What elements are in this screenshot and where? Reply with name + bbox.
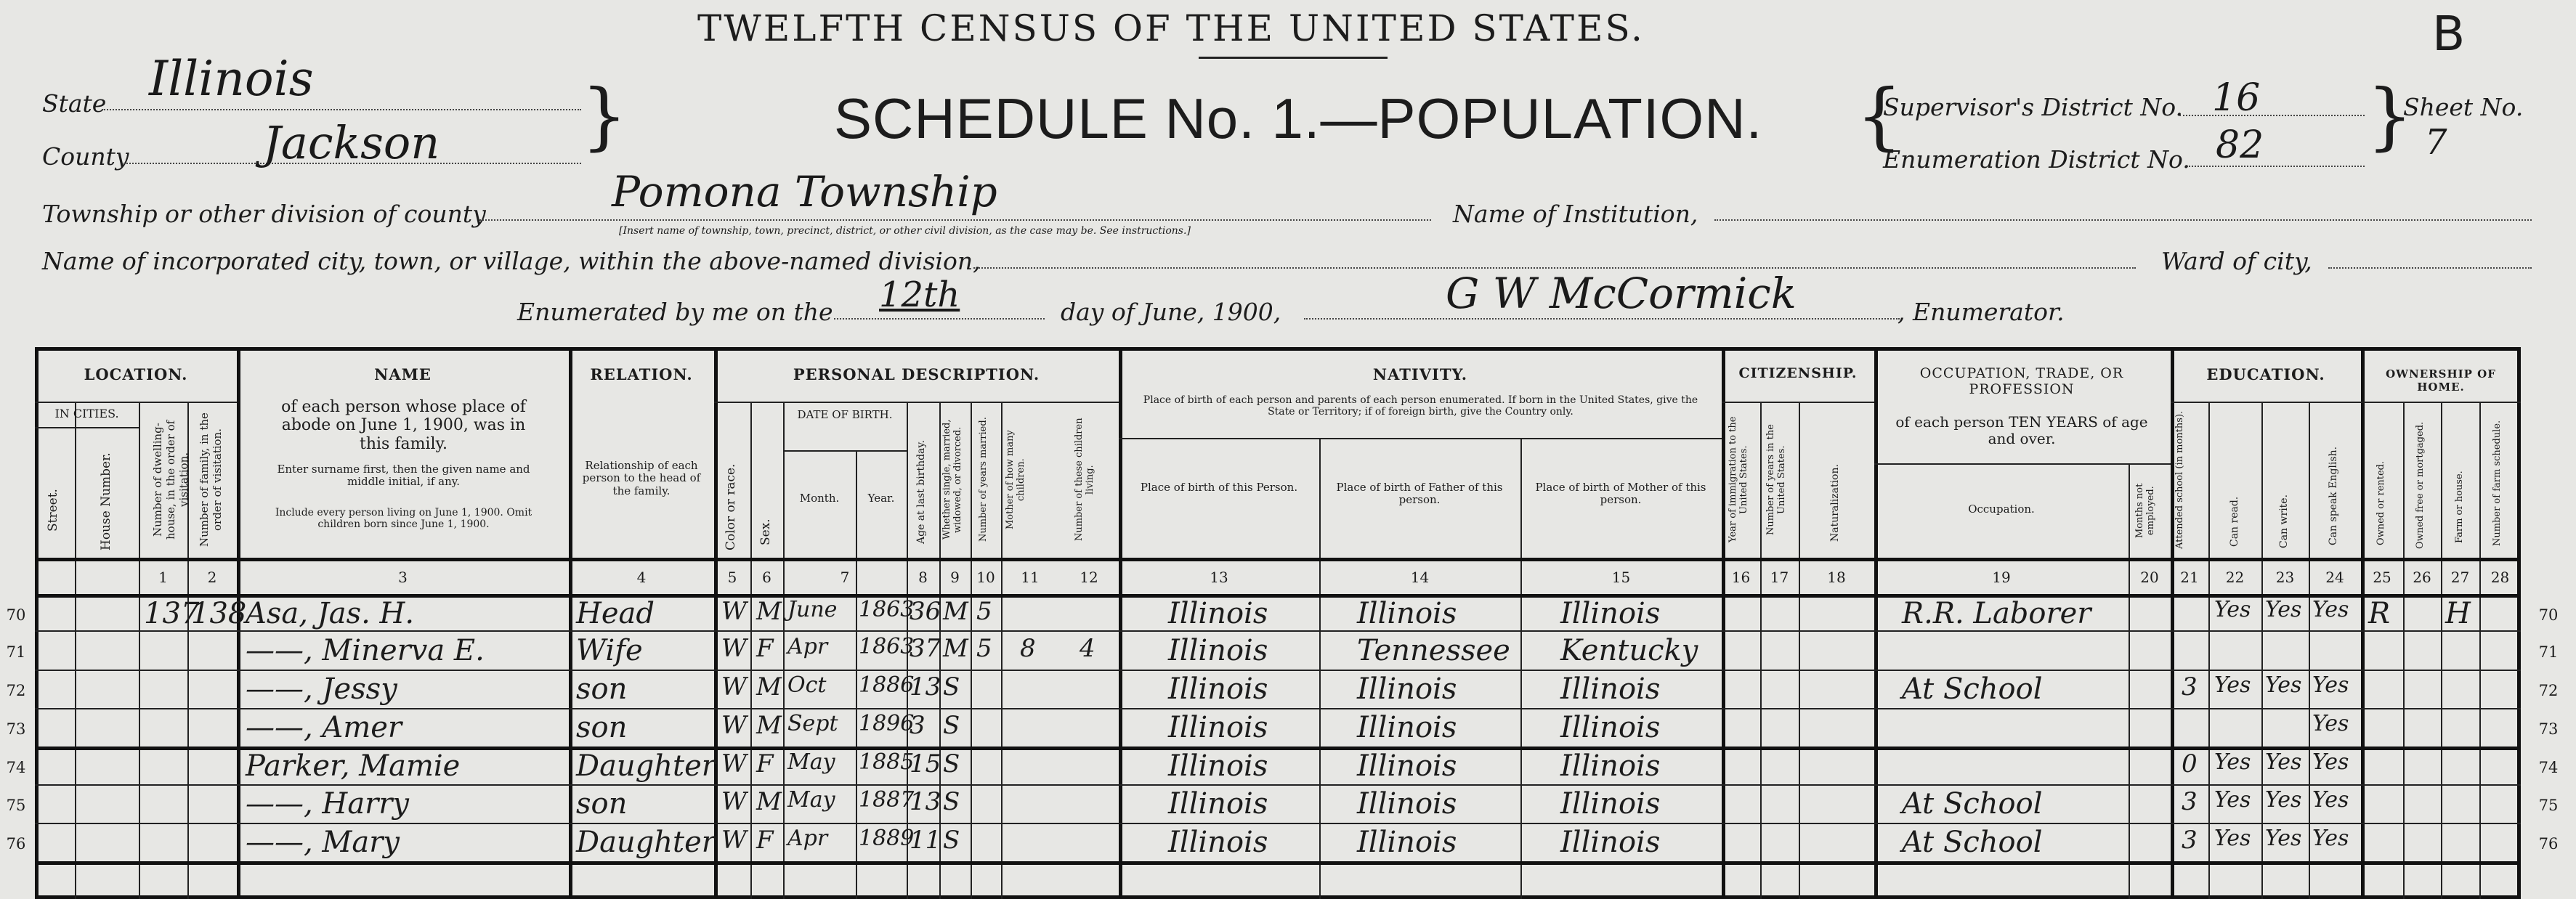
- enumerated-day-line: [834, 318, 1045, 320]
- children-living-header: Number of these children living.: [1074, 418, 1095, 542]
- marital-cell: S: [943, 749, 960, 778]
- father-birth-cell: Tennessee: [1357, 634, 1510, 667]
- marital-cell: S: [943, 711, 960, 740]
- row-rule: [35, 784, 2521, 786]
- row-rule: [35, 708, 2521, 709]
- sheet-value: 7: [2425, 122, 2447, 163]
- line-number-right: 75: [2538, 797, 2559, 814]
- in-cities-header: IN CITIES.: [54, 407, 119, 420]
- column-number: 27: [2450, 569, 2470, 586]
- birth-person-header: Place of birth of this Person.: [1140, 481, 1298, 494]
- marital-cell: M: [943, 597, 968, 626]
- birth-month-cell: Sept: [787, 711, 838, 736]
- col-rule: [2403, 402, 2405, 899]
- relation-cell: Wife: [576, 634, 643, 667]
- age-cell: 37: [910, 634, 941, 663]
- institution-label: Name of Institution,: [1453, 200, 1698, 228]
- birth-year-cell: 1896: [859, 711, 915, 736]
- relation-cell: Head: [576, 597, 655, 630]
- ward-label: Ward of city,: [2161, 247, 2312, 275]
- can-read-cell: Yes: [2214, 749, 2251, 775]
- school-months-cell: 3: [2182, 826, 2198, 855]
- township-line: [479, 219, 1431, 221]
- name-cell: ——, Harry: [246, 787, 409, 821]
- speaks-english-cell: Yes: [2312, 672, 2349, 698]
- col-rule: [2479, 402, 2481, 899]
- family-cell: 138: [191, 597, 247, 630]
- right-brace-open: {: [1856, 73, 1903, 158]
- col-rule: [2441, 402, 2442, 899]
- col-rule: [1722, 347, 1725, 899]
- column-number: 18: [1827, 569, 1846, 586]
- column-number: 25: [2373, 569, 2391, 586]
- line-number-right: 74: [2538, 759, 2559, 776]
- col-rule: [971, 402, 972, 899]
- township-label: Township or other division of county: [42, 200, 486, 228]
- birth-place-cell: Illinois: [1168, 597, 1268, 630]
- col-rule: [1119, 347, 1122, 899]
- col-rule: [2361, 347, 2365, 899]
- supervisor-value: 16: [2212, 76, 2261, 120]
- sex-cell: M: [756, 711, 782, 740]
- age-header: Age at last birthday.: [915, 440, 927, 545]
- column-number: 13: [1210, 569, 1228, 586]
- birth-month-cell: Apr: [787, 826, 828, 851]
- state-line: [102, 109, 581, 110]
- immigration-header: Year of immigration to the United States.: [1728, 416, 1749, 543]
- birth-place-cell: Illinois: [1168, 826, 1268, 859]
- state-value: Illinois: [149, 51, 314, 107]
- col-rule: [1520, 438, 1522, 899]
- school-months-cell: 3: [2182, 787, 2198, 816]
- age-cell: 13: [910, 787, 941, 816]
- column-number: 14: [1410, 569, 1430, 586]
- color-cell: W: [721, 634, 747, 663]
- relation-description: Relationship of each person to the head of the family.: [582, 459, 701, 497]
- father-birth-cell: Illinois: [1357, 597, 1457, 630]
- farm-schedule-header: Number of farm schedule.: [2492, 420, 2503, 547]
- owned-rented-header: Owned or rented.: [2375, 460, 2386, 546]
- relation-cell: son: [576, 787, 628, 821]
- can-read-cell: Yes: [2214, 597, 2251, 622]
- color-cell: W: [721, 787, 747, 816]
- line-number-right: 73: [2538, 720, 2559, 738]
- marital-cell: S: [943, 826, 960, 855]
- column-number: 1: [158, 569, 168, 586]
- enumerated-day: 12th: [879, 274, 960, 315]
- enumeration-line: [2187, 166, 2365, 167]
- age-cell: 13: [910, 672, 941, 701]
- owned-rented-cell: R: [2368, 597, 2391, 630]
- column-number: 26: [2413, 569, 2431, 586]
- row-rule: [714, 402, 1119, 403]
- speaks-english-cell: Yes: [2312, 749, 2349, 775]
- line-number-right: 72: [2538, 682, 2559, 699]
- supervisor-label: Supervisor's District No.: [1883, 93, 2183, 121]
- row-rule: [1119, 438, 1722, 439]
- occupation-cell: R.R. Laborer: [1902, 597, 2091, 630]
- birth-month-cell: June: [787, 597, 838, 622]
- col-rule: [139, 402, 140, 899]
- father-birth-cell: Illinois: [1357, 672, 1457, 706]
- column-number: 10: [976, 569, 995, 586]
- can-write-cell: Yes: [2265, 597, 2302, 622]
- day-of-june: day of June, 1900,: [1061, 298, 1281, 326]
- sex-cell: M: [756, 597, 782, 626]
- ward-line: [2328, 267, 2532, 269]
- line-number-right: 71: [2538, 643, 2559, 661]
- birth-mother-header: Place of birth of Mother of this person.: [1535, 481, 1706, 507]
- column-number: 16: [1731, 569, 1751, 586]
- row-rule: [35, 823, 2521, 824]
- sheet-label: Sheet No.: [2403, 93, 2524, 121]
- mother-birth-cell: Illinois: [1560, 787, 1661, 821]
- personal-description-header: PERSONAL DESCRIPTION.: [793, 365, 1040, 383]
- date-of-birth-header: DATE OF BIRTH.: [797, 408, 893, 421]
- color-cell: W: [721, 672, 747, 701]
- can-write-cell: Yes: [2265, 826, 2302, 851]
- occupation-header: OCCUPATION, TRADE, OR PROFESSION: [1919, 365, 2124, 397]
- column-number: 3: [398, 569, 408, 586]
- birth-year-cell: 1863: [859, 634, 915, 659]
- enumerated-label: Enumerated by me on the: [517, 298, 833, 326]
- years-married-cell: 5: [976, 634, 992, 663]
- title-ornament: [1199, 57, 1388, 59]
- can-write-header: Can write.: [2278, 494, 2290, 549]
- name-cell: ——, Jessy: [246, 672, 397, 706]
- row-rule: [35, 427, 139, 428]
- county-value: Jackson: [263, 116, 440, 169]
- line-number-left: 71: [6, 643, 26, 661]
- township-value: Pomona Township: [612, 167, 997, 216]
- column-number: 12: [1080, 569, 1098, 586]
- column-number: 11: [1021, 569, 1040, 586]
- col-rule: [714, 347, 718, 899]
- can-write-cell: Yes: [2265, 787, 2302, 813]
- can-speak-english-header: Can speak English.: [2328, 446, 2339, 546]
- row-rule: [1722, 402, 1874, 403]
- marital-cell: M: [943, 634, 968, 663]
- birth-year-cell: 1863: [859, 597, 915, 622]
- column-number: 4: [636, 569, 647, 586]
- column-number: 19: [1992, 569, 2011, 586]
- age-cell: 36: [910, 597, 941, 626]
- col-rule: [750, 402, 752, 899]
- occupation-cell: At School: [1902, 672, 2043, 706]
- years-married-cell: 5: [976, 597, 992, 626]
- enumerator-label: , Enumerator.: [1897, 298, 2065, 326]
- nativity-description: Place of birth of each person and parents of each person enumerated. If born in the United States, give the State or Territory; if of foreign birth, give the Country only.: [1143, 394, 1698, 418]
- row-rule: [2171, 402, 2521, 403]
- sex-header: Sex.: [758, 518, 773, 546]
- schedule-letter: B: [2432, 6, 2466, 62]
- speaks-english-cell: Yes: [2312, 826, 2349, 851]
- column-number: 22: [2225, 569, 2245, 586]
- attended-school-header: Attended school (in months).: [2174, 410, 2185, 549]
- can-read-header: Can read.: [2229, 496, 2240, 547]
- color-cell: W: [721, 826, 747, 855]
- sex-cell: F: [756, 749, 774, 778]
- col-rule: [2261, 402, 2263, 899]
- relation-cell: son: [576, 711, 628, 744]
- col-rule: [1760, 402, 1762, 899]
- mother-birth-cell: Illinois: [1560, 749, 1661, 783]
- mother-birth-cell: Illinois: [1560, 826, 1661, 859]
- name-cell: Asa, Jas. H.: [246, 597, 415, 630]
- col-rule: [783, 402, 785, 899]
- column-number: 28: [2490, 569, 2510, 586]
- name-cell: ——, Mary: [246, 826, 400, 859]
- name-cell: ——, Minerva E.: [246, 634, 485, 667]
- census-title: TWELFTH CENSUS OF THE UNITED STATES.: [697, 7, 1645, 49]
- row-rule: [35, 558, 2521, 561]
- row-rule: [783, 450, 907, 452]
- row-rule: [35, 670, 2521, 671]
- mother-birth-cell: Kentucky: [1560, 634, 1698, 667]
- birth-place-cell: Illinois: [1168, 672, 1268, 706]
- col-rule: [1799, 402, 1800, 899]
- sex-cell: M: [756, 787, 782, 816]
- farm-house-cell: H: [2445, 597, 2471, 630]
- col-rule: [1319, 438, 1321, 899]
- enumeration-value: 82: [2216, 123, 2264, 167]
- age-cell: 3: [910, 711, 926, 740]
- column-number: 9: [950, 569, 960, 586]
- father-birth-cell: Illinois: [1357, 711, 1457, 744]
- right-brace-close: }: [2367, 73, 2413, 158]
- speaks-english-cell: Yes: [2312, 711, 2349, 736]
- mother-of-header: Mother of how many children.: [1005, 430, 1026, 529]
- family-header: Number of family, in the order of visitation.: [198, 412, 224, 547]
- mother-of-cell: 8: [1020, 634, 1036, 663]
- row-rule: [1874, 463, 2171, 465]
- occupation-cell: At School: [1902, 787, 2043, 821]
- age-cell: 15: [910, 749, 941, 778]
- name-description: of each person whose place of abode on June 1, 1900, was in this family.: [281, 398, 526, 453]
- line-number-right: 76: [2538, 835, 2559, 853]
- city-label: Name of incorporated city, town, or village, within the above-named division,: [42, 247, 981, 275]
- citizenship-header: CITIZENSHIP.: [1738, 365, 1858, 381]
- relation-cell: Daughter: [576, 749, 716, 783]
- marital-cell: S: [943, 672, 960, 701]
- birth-year-cell: 1889: [859, 826, 915, 851]
- months-not-employed-header: Months not employed.: [2134, 483, 2156, 538]
- left-brace: }: [581, 73, 628, 158]
- years-married-header: Number of years married.: [978, 417, 989, 542]
- dwelling-header: Number of dwelling-house, in the order of visitation.: [151, 420, 190, 540]
- nativity-header: NATIVITY.: [1372, 365, 1468, 383]
- col-rule: [569, 347, 572, 899]
- sex-cell: F: [756, 634, 774, 663]
- birth-place-cell: Illinois: [1168, 787, 1268, 821]
- enumerator-line: [1304, 318, 1900, 320]
- row-rule: [35, 402, 237, 403]
- father-birth-cell: Illinois: [1357, 826, 1457, 859]
- enumerator-name: G W McCormick: [1446, 269, 1797, 318]
- can-read-cell: Yes: [2214, 672, 2251, 698]
- color-cell: W: [721, 597, 747, 626]
- relation-cell: son: [576, 672, 628, 706]
- can-write-cell: Yes: [2265, 749, 2302, 775]
- line-number-left: 72: [6, 682, 26, 699]
- years-in-us-header: Number of years in the United States.: [1765, 424, 1787, 535]
- birth-year-cell: 1887: [859, 787, 915, 813]
- column-number: 2: [207, 569, 217, 586]
- column-number: 5: [727, 569, 737, 586]
- speaks-english-cell: Yes: [2312, 787, 2349, 813]
- farm-house-header: Farm or house.: [2454, 471, 2465, 543]
- house-number-header: House Number.: [99, 452, 113, 550]
- sex-cell: M: [756, 672, 782, 701]
- can-read-cell: Yes: [2214, 826, 2251, 851]
- relation-header: RELATION.: [590, 365, 693, 383]
- color-header: Color or race.: [724, 463, 738, 550]
- township-note: [Insert name of township, town, precinct, district, or other civil division, as the case may be. See instructions.]: [619, 225, 1191, 237]
- children-living-cell: 4: [1080, 634, 1095, 663]
- line-number-left: 74: [6, 759, 26, 776]
- birth-month-cell: Oct: [787, 672, 827, 698]
- birth-place-cell: Illinois: [1168, 634, 1268, 667]
- school-months-cell: 3: [2182, 672, 2198, 701]
- row-rule: [35, 861, 2521, 865]
- can-write-cell: Yes: [2265, 672, 2302, 698]
- column-number: 17: [1770, 569, 1789, 586]
- birth-place-cell: Illinois: [1168, 749, 1268, 783]
- census-table: [35, 347, 2521, 899]
- col-rule: [75, 402, 76, 899]
- name-instruction-2: Include every person living on June 1, 1900. Omit children born since June 1, 1900.: [275, 507, 532, 531]
- column-number: 15: [1611, 569, 1631, 586]
- supervisor-line: [2179, 115, 2365, 116]
- mother-birth-cell: Illinois: [1560, 672, 1661, 706]
- state-label: State: [42, 89, 107, 118]
- name-instruction-1: Enter surname first, then the given name and middle initial, if any.: [277, 463, 530, 489]
- birth-place-cell: Illinois: [1168, 711, 1268, 744]
- birth-month-cell: May: [787, 787, 835, 813]
- mother-birth-cell: Illinois: [1560, 597, 1661, 630]
- birth-month-cell: Apr: [787, 634, 828, 659]
- marital-header: Whether single, married, widowed, or divorced.: [941, 419, 963, 540]
- father-birth-cell: Illinois: [1357, 787, 1457, 821]
- institution-line: [1714, 219, 2532, 221]
- mother-birth-cell: Illinois: [1560, 711, 1661, 744]
- year-header: Year.: [867, 492, 895, 505]
- col-rule: [1001, 402, 1003, 899]
- education-header: EDUCATION.: [2206, 365, 2325, 383]
- father-birth-cell: Illinois: [1357, 749, 1457, 783]
- enumeration-label: Enumeration District No.: [1883, 145, 2190, 174]
- ownership-header: OWNERSHIP OF HOME.: [2386, 367, 2496, 394]
- birth-year-cell: 1885: [859, 749, 915, 775]
- school-months-cell: 0: [2182, 749, 2198, 778]
- occupation-cell: At School: [1902, 826, 2043, 859]
- age-cell: 11: [910, 826, 941, 855]
- line-number-right: 70: [2538, 606, 2559, 624]
- dwelling-cell: 137: [144, 597, 200, 630]
- sex-cell: F: [756, 826, 774, 855]
- col-rule: [2208, 402, 2210, 899]
- column-number: 24: [2325, 569, 2344, 586]
- free-mortgaged-header: Owned free or mortgaged.: [2415, 421, 2426, 549]
- col-rule: [2129, 463, 2130, 899]
- occupation-description: of each person TEN YEARS of age and over.: [1895, 413, 2148, 447]
- speaks-english-cell: Yes: [2312, 597, 2349, 622]
- relation-cell: Daughter: [576, 826, 716, 859]
- col-rule: [856, 450, 857, 899]
- line-number-left: 70: [6, 606, 26, 624]
- column-number: 7: [840, 569, 850, 586]
- column-number: 23: [2275, 569, 2295, 586]
- marital-cell: S: [943, 787, 960, 816]
- line-number-left: 76: [6, 835, 26, 853]
- column-number: 20: [2140, 569, 2159, 586]
- occupation-column-header: Occupation.: [1968, 503, 2035, 516]
- schedule-title: SCHEDULE No. 1.—POPULATION.: [834, 86, 1763, 150]
- birth-year-cell: 1886: [859, 672, 915, 698]
- name-cell: ——, Amer: [246, 711, 402, 744]
- column-number: 21: [2180, 569, 2199, 586]
- can-read-cell: Yes: [2214, 787, 2251, 813]
- color-cell: W: [721, 749, 747, 778]
- column-number: 6: [762, 569, 771, 586]
- street-header: Street.: [46, 489, 60, 532]
- color-cell: W: [721, 711, 747, 740]
- row-rule: [35, 630, 2521, 632]
- birth-month-cell: May: [787, 749, 835, 775]
- birth-father-header: Place of birth of Father of this person.: [1336, 481, 1503, 507]
- name-cell: Parker, Mamie: [246, 749, 461, 783]
- county-label: County: [42, 142, 129, 171]
- month-header: Month.: [799, 492, 840, 505]
- naturalization-header: Naturalization.: [1829, 464, 1841, 542]
- column-number: 8: [918, 569, 928, 586]
- location-header: LOCATION.: [84, 365, 188, 383]
- line-number-left: 73: [6, 720, 26, 738]
- name-header: NAME: [374, 365, 432, 383]
- col-rule: [1874, 347, 1878, 899]
- line-number-left: 75: [6, 797, 26, 814]
- col-rule: [2309, 402, 2310, 899]
